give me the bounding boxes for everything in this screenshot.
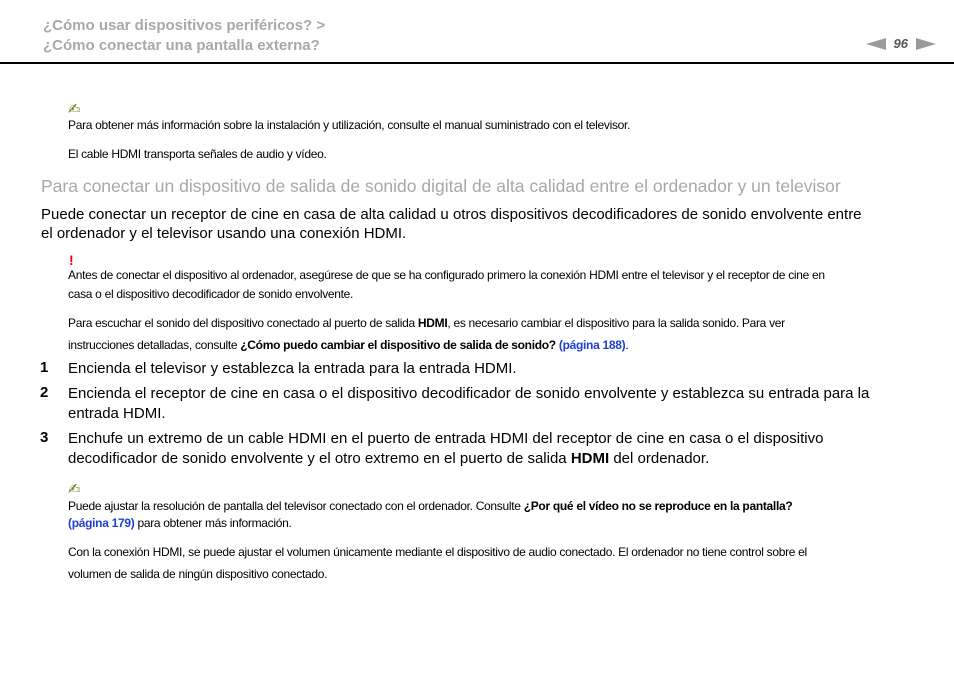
hdmi-label: HDMI bbox=[417, 316, 448, 330]
page-header bbox=[0, 0, 954, 64]
next-page-arrow-icon[interactable] bbox=[916, 38, 936, 50]
note-text: El cable HDMI transporta señales de audio y vídeo. bbox=[68, 147, 327, 161]
warning-text: casa o el dispositivo decodificador de sonido envolvente. bbox=[68, 287, 354, 301]
pen-note-icon: ✍ bbox=[68, 101, 81, 118]
note-text: volumen de salida de ningún dispositivo conectado. bbox=[68, 567, 328, 581]
page-navigation bbox=[866, 36, 936, 51]
hdmi-label: HDMI bbox=[570, 450, 610, 467]
note-text: Puede ajustar la resolución de pantalla del televisor conectado con el ordenador. Consulte ¿Por qué el vídeo no se reproduce en la pantalla? bbox=[68, 499, 793, 513]
step-text: entrada HDMI. bbox=[68, 405, 166, 422]
warning-paragraph: instrucciones detalladas, consulte ¿Cómo puedo cambiar el dispositivo de salida de sonido? (página 188). bbox=[68, 338, 629, 352]
note-text: Para obtener más información sobre la instalación y utilización, consulte el manual suministrado con el televisor. bbox=[68, 118, 631, 132]
step-text: Encienda el televisor y establezca la entrada para la entrada HDMI. bbox=[68, 360, 517, 377]
page-link-179[interactable]: (página 179) bbox=[68, 516, 135, 530]
page-number: 96 bbox=[893, 36, 908, 51]
header-divider bbox=[0, 62, 954, 64]
intro-text: Puede conectar un receptor de cine en casa de alta calidad u otros dispositivos decodificadores de sonido envolvente entre bbox=[41, 206, 862, 223]
step-text: decodificador de sonido envolvente y el otro extremo en el puerto de salida HDMI del ordenador. bbox=[68, 450, 710, 467]
step-number: 3 bbox=[40, 429, 49, 446]
note-text: Con la conexión HDMI, se puede ajustar el volumen únicamente mediante el dispositivo de audio conectado. El ordenador no tiene control sobre el bbox=[68, 545, 807, 559]
cross-reference-link[interactable]: ¿Cómo puedo cambiar el dispositivo de salida de sonido? bbox=[240, 338, 556, 352]
prev-page-arrow-icon[interactable] bbox=[866, 38, 886, 50]
step-number: 1 bbox=[40, 359, 49, 376]
warning-text: Antes de conectar el dispositivo al ordenador, asegúrese de que se ha configurado primero la conexión HDMI entre el televisor y el receptor de cine en bbox=[68, 268, 825, 282]
step-text: Enchufe un extremo de un cable HDMI en el puerto de entrada HDMI del receptor de cine en casa o el dispositivo bbox=[68, 430, 824, 447]
pen-note-icon: ✍ bbox=[68, 481, 81, 498]
warning-paragraph: Para escuchar el sonido del dispositivo conectado al puerto de salida HDMI, es necesario cambiar el dispositivo para la salida sonido. Para ver bbox=[68, 316, 785, 330]
intro-text: el ordenador y el televisor usando una conexión HDMI. bbox=[41, 225, 407, 242]
step-number: 2 bbox=[40, 384, 49, 401]
page-link-188[interactable]: (página 188) bbox=[558, 338, 626, 352]
exclamation-icon: ! bbox=[69, 252, 74, 268]
cross-reference-link[interactable]: ¿Por qué el vídeo no se reproduce en la pantalla? bbox=[523, 499, 793, 513]
section-heading: Para conectar un dispositivo de salida de sonido digital de alta calidad entre el ordenador y un televisor bbox=[41, 176, 841, 196]
breadcrumb-current[interactable]: ¿Cómo conectar una pantalla externa? bbox=[43, 37, 320, 54]
step-text: Encienda el receptor de cine en casa o el dispositivo decodificador de sonido envolvente y establezca su entrada para la bbox=[68, 385, 870, 402]
breadcrumb-parent[interactable]: ¿Cómo usar dispositivos periféricos? > bbox=[43, 17, 326, 34]
note-text: (página 179) para obtener más información. bbox=[68, 516, 292, 530]
